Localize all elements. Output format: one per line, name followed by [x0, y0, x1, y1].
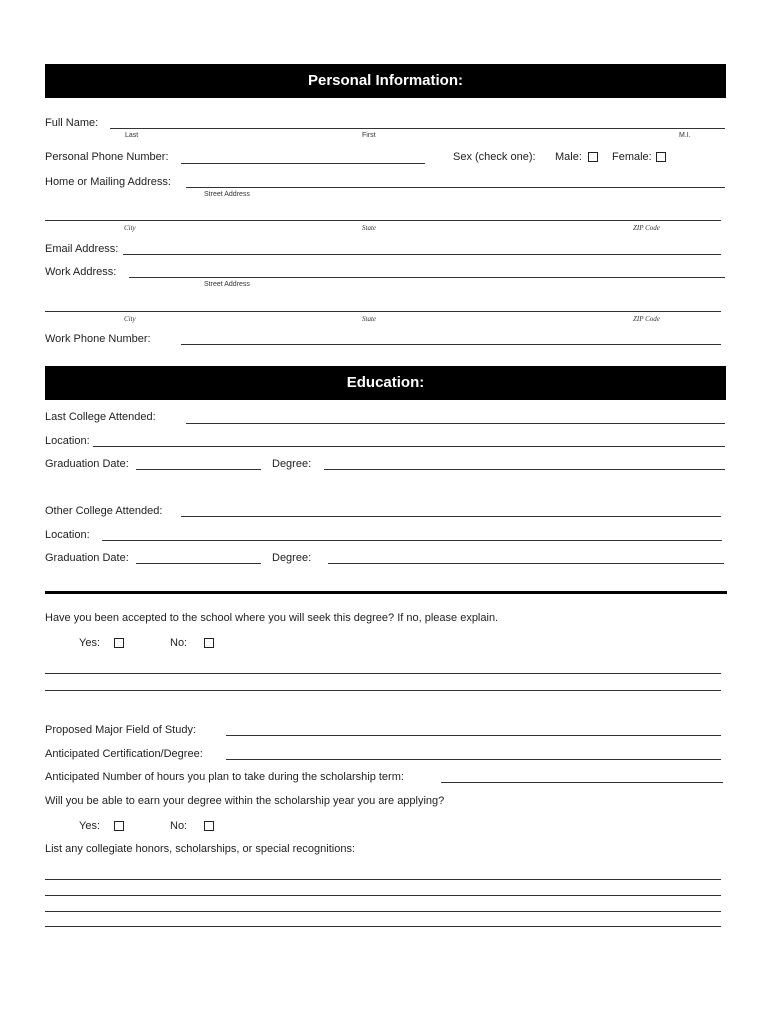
- home-address-label: Home or Mailing Address:: [45, 176, 171, 188]
- accepted-yes-checkbox[interactable]: [114, 638, 124, 648]
- work-address-label: Work Address:: [45, 266, 117, 278]
- last-graduation-date-field[interactable]: [136, 469, 261, 470]
- home-street-sublabel: Street Address: [204, 191, 250, 198]
- other-graduation-date-field[interactable]: [136, 563, 261, 564]
- earn-no-label: No:: [170, 820, 188, 832]
- last-college-label: Last College Attended:: [45, 411, 156, 423]
- accepted-no-checkbox[interactable]: [204, 638, 214, 648]
- work-phone-label: Work Phone Number:: [45, 333, 151, 345]
- personal-phone-field[interactable]: [181, 163, 425, 164]
- male-checkbox[interactable]: [588, 152, 598, 162]
- other-graduation-date-label: Graduation Date:: [45, 552, 129, 564]
- last-sublabel: Last: [125, 132, 139, 139]
- certification-label: Anticipated Certification/Degree:: [45, 748, 203, 760]
- other-degree-label: Degree:: [272, 552, 312, 564]
- work-street-field[interactable]: [129, 277, 725, 278]
- work-zip-sublabel: ZIP Code: [633, 315, 660, 323]
- male-label: Male:: [555, 151, 582, 163]
- last-college-location-label: Location:: [45, 435, 90, 447]
- hours-field[interactable]: [441, 782, 723, 783]
- last-graduation-date-label: Graduation Date:: [45, 458, 129, 470]
- female-label: Female:: [612, 151, 652, 163]
- last-degree-field[interactable]: [324, 469, 725, 470]
- last-degree-label: Degree:: [272, 458, 312, 470]
- other-college-location-label: Location:: [45, 529, 90, 541]
- major-label: Proposed Major Field of Study:: [45, 724, 197, 736]
- earn-yes-checkbox[interactable]: [114, 821, 124, 831]
- personal-information-header: Personal Information:: [45, 64, 726, 98]
- honors-label: List any collegiate honors, scholarships, or special recognitions:: [45, 843, 355, 855]
- work-city-sublabel: City: [124, 315, 136, 323]
- home-city-state-zip-field[interactable]: [45, 220, 721, 221]
- mi-sublabel: M.I.: [679, 132, 691, 139]
- home-zip-sublabel: ZIP Code: [633, 224, 660, 232]
- last-college-location-field[interactable]: [93, 446, 725, 447]
- full-name-label: Full Name:: [45, 117, 99, 129]
- last-college-field[interactable]: [186, 423, 725, 424]
- personal-phone-label: Personal Phone Number:: [45, 151, 169, 163]
- work-street-sublabel: Street Address: [204, 281, 250, 288]
- accepted-yes-label: Yes:: [79, 637, 101, 649]
- honors-line-4[interactable]: [45, 926, 721, 927]
- female-checkbox[interactable]: [656, 152, 666, 162]
- home-street-field[interactable]: [186, 187, 725, 188]
- other-college-label: Other College Attended:: [45, 505, 163, 517]
- earn-degree-question-label: Will you be able to earn your degree within the scholarship year you are applying?: [45, 795, 445, 807]
- accepted-no-label: No:: [170, 637, 188, 649]
- home-state-sublabel: State: [362, 224, 376, 232]
- work-city-state-zip-field[interactable]: [45, 311, 721, 312]
- hours-label: Anticipated Number of hours you plan to take during the scholarship term:: [45, 771, 404, 783]
- work-state-sublabel: State: [362, 315, 376, 323]
- email-field[interactable]: [123, 254, 721, 255]
- first-sublabel: First: [362, 132, 376, 139]
- other-college-field[interactable]: [181, 516, 721, 517]
- explanation-line-1[interactable]: [45, 673, 721, 674]
- honors-line-3[interactable]: [45, 911, 721, 912]
- email-label: Email Address:: [45, 243, 119, 255]
- section-divider: [45, 591, 727, 594]
- honors-line-1[interactable]: [45, 879, 721, 880]
- other-degree-field[interactable]: [328, 563, 724, 564]
- other-college-location-field[interactable]: [102, 540, 722, 541]
- certification-field[interactable]: [226, 759, 721, 760]
- education-header: Education:: [45, 366, 726, 400]
- home-city-sublabel: City: [124, 224, 136, 232]
- sex-label: Sex (check one):: [453, 151, 536, 163]
- accepted-question-label: Have you been accepted to the school where you will seek this degree? If no, please explain.: [45, 612, 499, 624]
- honors-line-2[interactable]: [45, 895, 721, 896]
- full-name-field[interactable]: [110, 128, 725, 129]
- earn-no-checkbox[interactable]: [204, 821, 214, 831]
- work-phone-field[interactable]: [181, 344, 721, 345]
- major-field[interactable]: [226, 735, 721, 736]
- earn-yes-label: Yes:: [79, 820, 101, 832]
- explanation-line-2[interactable]: [45, 690, 721, 691]
